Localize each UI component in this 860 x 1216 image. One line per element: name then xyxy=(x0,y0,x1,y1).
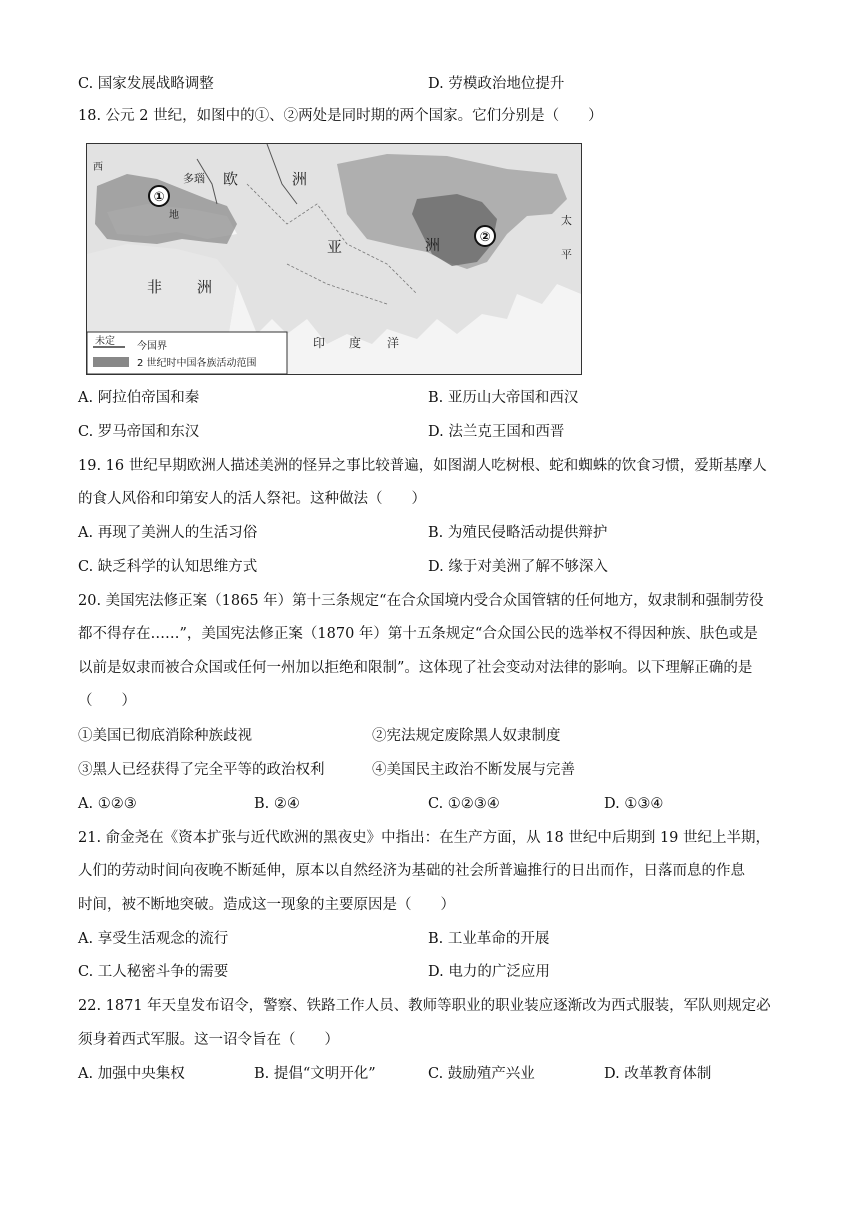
q20-item-3: ③黑人已经获得了完全平等的政治权利 xyxy=(78,762,325,778)
legend-area-label: 2 世纪时中国各族活动范围 xyxy=(137,358,257,369)
legend-area-swatch xyxy=(93,357,129,367)
q22-option-a: A. 加强中央集权 xyxy=(78,1066,185,1082)
map-label-zhou-eu: 洲 xyxy=(292,170,308,188)
map-label-zhou-asia: 洲 xyxy=(425,236,441,254)
map-label-ou: 欧 xyxy=(223,170,239,188)
q20-item-4: ④美国民主政治不断发展与完善 xyxy=(372,762,575,778)
q19-option-d: D. 缘于对美洲了解不够深入 xyxy=(428,559,608,575)
q19-stem-line-2: 的食人风俗和印第安人的活人祭祀。这种做法（ ） xyxy=(78,491,426,507)
map-label-ping: 平 xyxy=(561,248,572,261)
map-label-fei: 非 xyxy=(147,278,163,296)
q20-option-a: A. ①②③ xyxy=(78,796,137,812)
q18-option-c: C. 罗马帝国和东汉 xyxy=(78,424,200,440)
q21-stem-line-1: 21. 俞金尧在《资本扩张与近代欧洲的黑夜史》中指出：在生产方面，从 18 世纪中后期到 19 世纪上半期， xyxy=(78,830,771,846)
q19-option-a: A. 再现了美洲人的生活习俗 xyxy=(78,525,258,541)
q22-stem-line-1: 22. 1871 年天皇发布诏令，警察、铁路工作人员、教师等职业的职业装应逐渐改为西式服装，军队则规定必 xyxy=(78,998,771,1014)
q22-stem-line-2: 须身着西式军服。这一诏令旨在（ ） xyxy=(78,1032,339,1048)
q22-option-b: B. 提倡“文明开化” xyxy=(254,1066,376,1082)
q20-option-b: B. ②④ xyxy=(254,796,300,812)
q18-option-d: D. 法兰克王国和西晋 xyxy=(428,424,565,440)
q20-item-2: ②宪法规定废除黑人奴隶制度 xyxy=(372,728,561,744)
q21-option-c: C. 工人秘密斗争的需要 xyxy=(78,964,229,980)
q22-option-d: D. 改革教育体制 xyxy=(604,1066,712,1082)
map-label-zhou-af: 洲 xyxy=(197,278,213,296)
map-label-yang: 洋 xyxy=(387,336,400,350)
q21-stem-line-2: 人们的劳动时间向夜晚不断延伸，原本以自然经济为基础的社会所普遍推行的日出而作，日落而息的作息 xyxy=(78,863,745,879)
q21-option-b: B. 工业革命的开展 xyxy=(428,931,550,947)
map-label-di: 地 xyxy=(169,210,179,221)
legend-line-text: 未定 xyxy=(95,336,115,347)
map-graphic xyxy=(87,144,581,374)
map-label-tai: 太 xyxy=(561,214,572,227)
q21-option-a: A. 享受生活观念的流行 xyxy=(78,931,229,947)
q20-option-c: C. ①②③④ xyxy=(428,796,500,812)
q17-option-d: D. 劳模政治地位提升 xyxy=(428,76,565,92)
map-label-du: 度 xyxy=(349,336,362,350)
q19-option-c: C. 缺乏科学的认知思维方式 xyxy=(78,559,258,575)
q19-option-b: B. 为殖民侵略活动提供辩护 xyxy=(428,525,608,541)
q20-option-d: D. ①③④ xyxy=(604,796,664,812)
marker-2-label: ② xyxy=(479,230,491,245)
legend-line-label: 今国界 xyxy=(137,341,167,352)
map-label-ya: 亚 xyxy=(327,238,343,256)
q20-stem-line-4: （ ） xyxy=(78,693,136,709)
q18-option-b: B. 亚历山大帝国和西汉 xyxy=(428,390,579,406)
q19-stem-line-1: 19. 16 世纪早期欧洲人描述美洲的怪异之事比较普遍，如图湖人吃树根、蛇和蜘蛛的饮食习惯，爱斯基摩人 xyxy=(78,458,767,474)
map-label-duonao: 多瑙 xyxy=(183,172,205,185)
q21-stem-line-3: 时间，被不断地突破。造成这一现象的主要原因是（ ） xyxy=(78,897,455,913)
historical-map xyxy=(86,143,582,375)
q20-stem-line-1: 20. 美国宪法修正案（1865 年）第十三条规定“在合众国境内受合众国管辖的任何地方，奴隶制和强制劳役 xyxy=(78,593,764,609)
marker-1-label: ① xyxy=(153,190,165,205)
q18-stem: 18. 公元 2 世纪，如图中的①、②两处是同时期的两个国家。它们分别是（ ） xyxy=(78,108,603,124)
map-label-xi: 西 xyxy=(93,162,103,173)
q20-stem-line-3: 以前是奴隶而被合众国或任何一州加以拒绝和限制”。这体现了社会变动对法律的影响。以下理解正确的是 xyxy=(78,660,753,676)
q21-option-d: D. 电力的广泛应用 xyxy=(428,964,550,980)
q20-stem-line-2: 都不得存在……”，美国宪法修正案（1870 年）第十五条规定“合众国公民的选举权不得因种族、肤色或是 xyxy=(78,626,758,642)
q22-option-c: C. 鼓励殖产兴业 xyxy=(428,1066,535,1082)
map-label-yin: 印 xyxy=(313,336,326,350)
q20-item-1: ①美国已彻底消除种族歧视 xyxy=(78,728,252,744)
q17-option-c: C. 国家发展战略调整 xyxy=(78,76,214,92)
q18-option-a: A. 阿拉伯帝国和秦 xyxy=(78,390,200,406)
